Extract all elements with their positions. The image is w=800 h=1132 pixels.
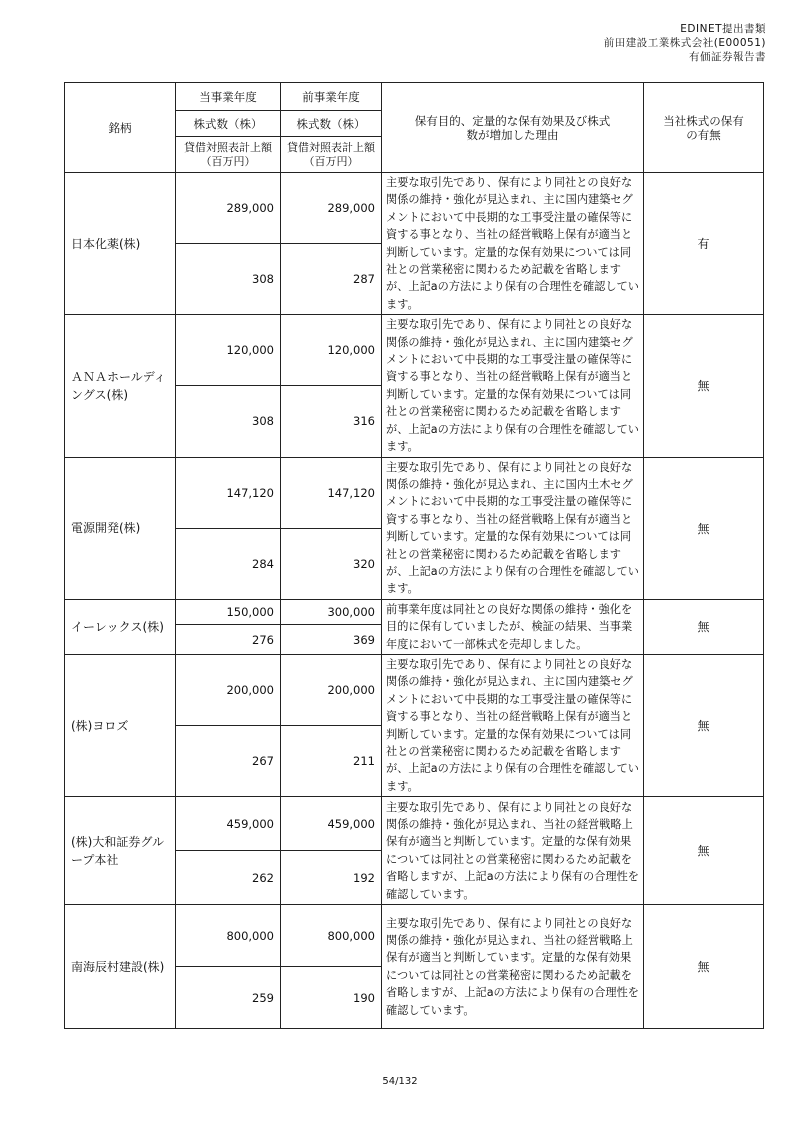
page-number: 54/132 (382, 1076, 418, 1087)
shares-previous: 120,000 (281, 315, 382, 386)
shareholding-table (64, 82, 764, 1029)
stock-name: 南海辰村建設(株) (65, 905, 176, 1029)
holding-purpose: 主要な取引先であり、保有により同社との良好な関係の維持・強化が見込まれ、主に国内建築セグメントにおいて中長期的な工事受注量の確保等に資する事となり、当社の経営戦略上保有が適当と判断しています。定量的な保有効果については同社との営業秘密に関わるため記載を省略しますが、上記aの方法により保有の合理性を確認しています。 (382, 173, 644, 315)
amount-previous: 287 (281, 244, 382, 315)
amount-previous: 192 (281, 851, 382, 905)
table-body (65, 173, 764, 1029)
header-previous-year: 前事業年度 (281, 83, 382, 111)
shares-current: 800,000 (176, 905, 281, 967)
header-company: 前田建設工業株式会社(E00051) (603, 37, 766, 49)
holding-purpose: 前事業年度は同社との良好な関係の維持・強化を目的に保有していましたが、検証の結果、当事業年度において一部株式を売却しました。 (382, 599, 644, 654)
table-row (65, 173, 764, 244)
header-current-year: 当事業年度 (176, 83, 281, 111)
holding-purpose: 主要な取引先であり、保有により同社との良好な関係の維持・強化が見込まれ、主に国内土木セグメントにおいて中長期的な工事受注量の確保等に資する事となり、当社の経営戦略上保有が適当と判断しています。定量的な保有効果については同社との営業秘密に関わるため記載を省略しますが、上記aの方法により保有の合理性を確認しています。 (382, 457, 644, 599)
stock-name: イーレックス(株) (65, 599, 176, 654)
shares-previous: 300,000 (281, 599, 382, 624)
shares-current: 459,000 (176, 797, 281, 851)
header-purpose: 保有目的、定量的な保有効果及び株式数が増加した理由 (382, 83, 644, 173)
table-row (65, 797, 764, 851)
amount-previous: 190 (281, 967, 382, 1029)
holding-purpose: 主要な取引先であり、保有により同社との良好な関係の維持・強化が見込まれ、当社の経営戦略上保有が適当と判断しています。定量的な保有効果については同社との営業秘密に関わるため記載を省略しますが、上記aの方法により保有の合理性を確認しています。 (382, 905, 644, 1029)
amount-previous: 316 (281, 386, 382, 457)
stock-name: (株)ヨロズ (65, 654, 176, 796)
cross-holding-flag: 無 (644, 797, 764, 905)
stock-name: ＡＮＡホールディングス(株) (65, 315, 176, 457)
header-previous-shares: 株式数（株） (281, 111, 382, 137)
amount-current: 308 (176, 244, 281, 315)
amount-current: 276 (176, 625, 281, 655)
document-header (604, 22, 766, 64)
shares-previous: 147,120 (281, 457, 382, 528)
shares-current: 150,000 (176, 599, 281, 624)
header-holds: 当社株式の保有の有無 (644, 83, 764, 173)
shares-current: 289,000 (176, 173, 281, 244)
amount-current: 284 (176, 528, 281, 599)
shares-current: 200,000 (176, 654, 281, 725)
holding-purpose: 主要な取引先であり、保有により同社との良好な関係の維持・強化が見込まれ、主に国内建築セグメントにおいて中長期的な工事受注量の確保等に資する事となり、当社の経営戦略上保有が適当と判断しています。定量的な保有効果については同社との営業秘密に関わるため記載を省略しますが、上記aの方法により保有の合理性を確認しています。 (382, 315, 644, 457)
table-row (65, 905, 764, 967)
shares-previous: 289,000 (281, 173, 382, 244)
header-name: 銘柄 (65, 83, 176, 173)
amount-previous: 320 (281, 528, 382, 599)
holding-purpose: 主要な取引先であり、保有により同社との良好な関係の維持・強化が見込まれ、主に国内建築セグメントにおいて中長期的な工事受注量の確保等に資する事となり、当社の経営戦略上保有が適当と判断しています。定量的な保有効果については同社との営業秘密に関わるため記載を省略しますが、上記aの方法により保有の合理性を確認しています。 (382, 654, 644, 796)
table-row (65, 315, 764, 386)
cross-holding-flag: 無 (644, 457, 764, 599)
shares-previous: 459,000 (281, 797, 382, 851)
header-current-amount: 貸借対照表計上額（百万円） (176, 137, 281, 173)
cross-holding-flag: 無 (644, 654, 764, 796)
header-report-type: 有価証券報告書 (689, 51, 766, 63)
shares-previous: 200,000 (281, 654, 382, 725)
header-current-shares: 株式数（株） (176, 111, 281, 137)
table-row (65, 599, 764, 624)
cross-holding-flag: 無 (644, 315, 764, 457)
stock-name: 電源開発(株) (65, 457, 176, 599)
amount-current: 308 (176, 386, 281, 457)
holding-purpose: 主要な取引先であり、保有により同社との良好な関係の維持・強化が見込まれ、当社の経営戦略上保有が適当と判断しています。定量的な保有効果については同社との営業秘密に関わるため記載を省略しますが、上記aの方法により保有の合理性を確認しています。 (382, 797, 644, 905)
shares-current: 120,000 (176, 315, 281, 386)
cross-holding-flag: 有 (644, 173, 764, 315)
shares-current: 147,120 (176, 457, 281, 528)
amount-current: 267 (176, 726, 281, 797)
amount-current: 259 (176, 967, 281, 1029)
cross-holding-flag: 無 (644, 905, 764, 1029)
table-row (65, 654, 764, 725)
amount-current: 262 (176, 851, 281, 905)
cross-holding-flag: 無 (644, 599, 764, 654)
stock-name: 日本化薬(株) (65, 173, 176, 315)
amount-previous: 369 (281, 625, 382, 655)
amount-previous: 211 (281, 726, 382, 797)
stock-name: (株)大和証券グループ本社 (65, 797, 176, 905)
header-edinet: EDINET提出書類 (680, 23, 766, 35)
header-previous-amount: 貸借対照表計上額（百万円） (281, 137, 382, 173)
table-row (65, 457, 764, 528)
shares-previous: 800,000 (281, 905, 382, 967)
